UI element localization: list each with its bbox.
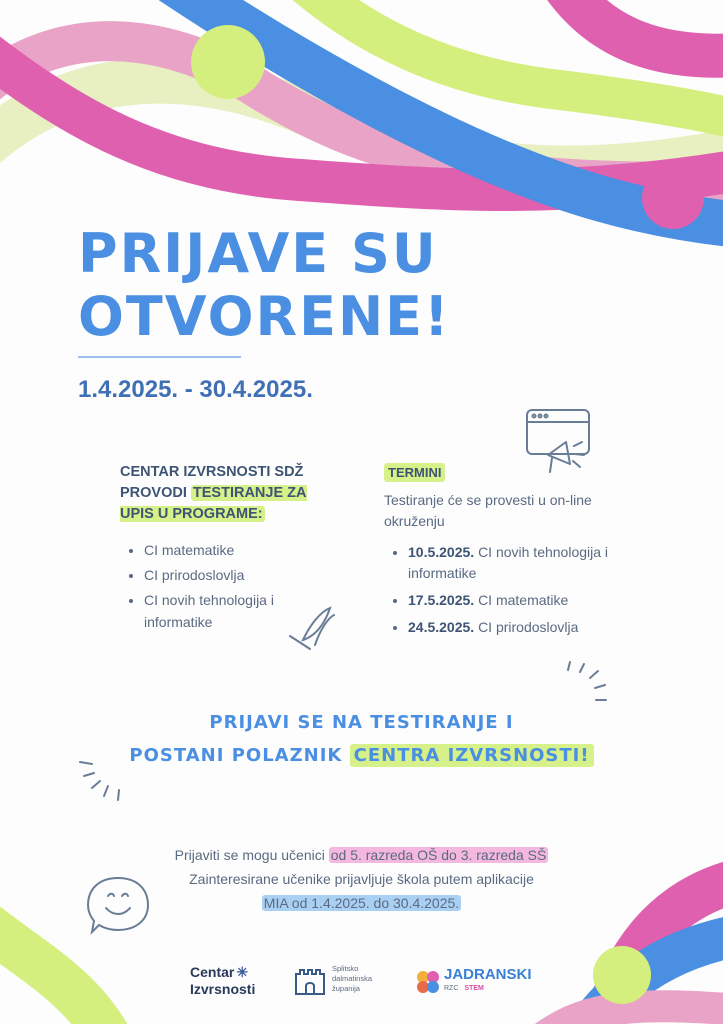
logo-sdz-line3: županija (332, 984, 360, 993)
page-title (78, 222, 451, 348)
eligibility-highlight: od 5. razreda OŠ do 3. razreda SŠ (330, 847, 547, 863)
logo-splitsko-dalmatinska (294, 964, 404, 1000)
logo-ci-line2: Izvrsnosti (190, 981, 256, 997)
application-dates: 1.4.2025. - 30.4.2025. (78, 376, 313, 403)
eligibility-line-1 (140, 843, 583, 867)
list-item: • CI novih tehnologija i informatike (144, 589, 330, 633)
logo-ci-line1: Centar (190, 964, 235, 980)
programs-heading (120, 462, 330, 525)
ribbon-magenta-corner (560, 0, 723, 56)
sparkle-burst-right-icon (568, 662, 606, 700)
circle-pink-top (642, 167, 704, 229)
logo-sdz-line2: dalmatinska (332, 974, 373, 983)
termini-section (384, 463, 614, 644)
cta-line-2-text: POSTANI POLAZNIK (129, 745, 343, 766)
eligibility-line-3 (140, 891, 583, 915)
programs-heading-text: CENTAR IZVRSNOSTI SDŽ PROVODI (120, 464, 304, 501)
smiley-speech-bubble-icon (88, 878, 148, 932)
logo-centar-izvrsnosti (190, 964, 255, 998)
cta-highlight: CENTRA IZVRSNOSTI! (350, 744, 594, 767)
cta-line-2 (80, 739, 643, 772)
termini-label: TERMINI (384, 463, 445, 482)
title-line-1: PRIJAVE SU (78, 222, 438, 285)
list-item: • CI prirodoslovlja (144, 564, 330, 586)
logo-jadranski-rzc-stem (414, 962, 544, 1002)
call-to-action (80, 706, 643, 772)
logo-jad-rzc: RZC (444, 985, 459, 992)
logo-jad-sub (444, 985, 484, 992)
logo-jad-stem: STEM (464, 985, 484, 992)
logo-jad-name: JADRANSKI (444, 966, 532, 983)
title-divider (78, 356, 241, 358)
list-item (408, 617, 614, 638)
term-program: CI matematike (478, 592, 569, 608)
term-program: CI novih tehnologija i informatike (408, 544, 609, 581)
partner-logos (0, 960, 723, 1010)
term-date: 10.5.2025. (408, 544, 475, 560)
list-item: • CI matematike (144, 539, 330, 561)
termini-list (384, 542, 614, 638)
logo-sdz-text (332, 964, 372, 994)
cta-line-1: PRIJAVI SE NA TESTIRANJE I (209, 712, 514, 733)
castle-icon (294, 966, 326, 996)
mia-highlight: MIA od 1.4.2025. do 30.4.2025. (263, 895, 460, 911)
logo-sdz-line1: Splitsko (332, 964, 359, 973)
programs-heading-highlight: TESTIRANJE ZA UPIS U PROGRAME: (120, 485, 307, 522)
eligibility-text: Prijaviti se mogu učenici (174, 847, 325, 863)
term-program: CI prirodoslovlja (478, 619, 579, 635)
logo-ci-star-icon: ✳ (236, 964, 249, 980)
list-item (408, 590, 614, 611)
circle-lime-top (191, 25, 265, 99)
eligibility-line-2: Zainteresirane učenike prijavljuje škola putem aplikacije (189, 871, 534, 887)
eligibility-info (140, 843, 583, 915)
programs-section (120, 462, 330, 636)
jadranski-emblem-icon (414, 968, 442, 996)
programs-list (120, 539, 330, 633)
term-date: 24.5.2025. (408, 619, 475, 635)
title-line-2: OTVORENE! (78, 285, 451, 348)
term-date: 17.5.2025. (408, 592, 475, 608)
list-item (408, 542, 614, 584)
termini-intro: Testiranje će se provesti u on-line okruženju (384, 492, 592, 529)
